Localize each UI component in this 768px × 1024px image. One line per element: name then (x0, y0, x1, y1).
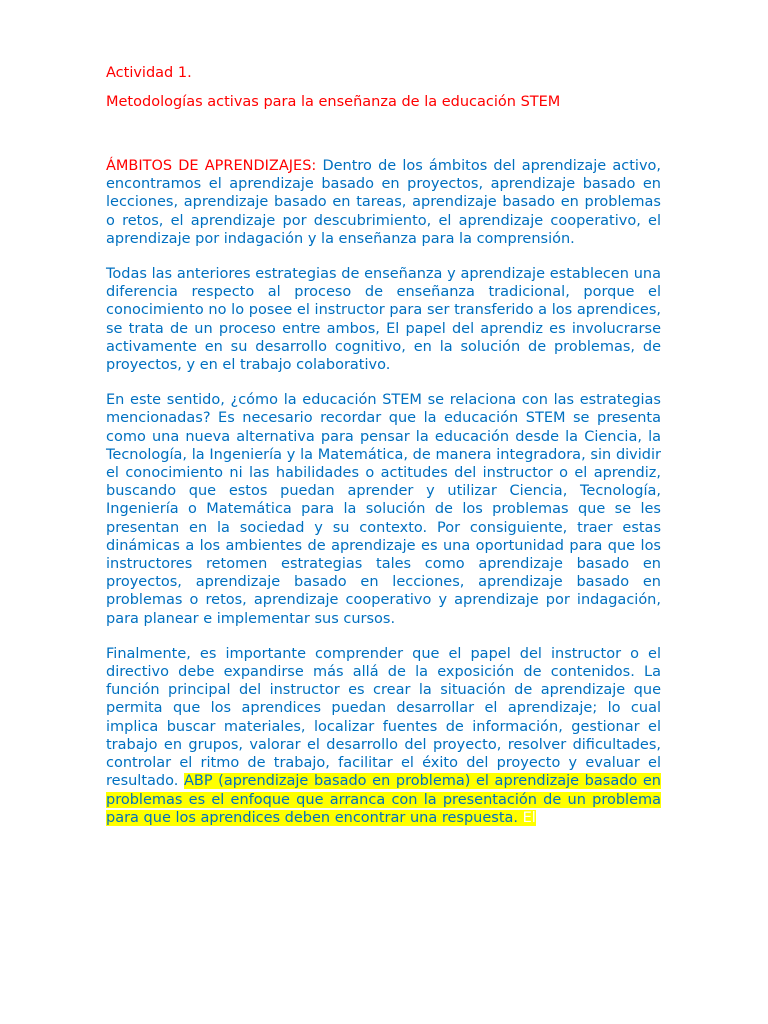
paragraph-ambitos (106, 157, 661, 248)
activity-title: Actividad 1. (106, 65, 192, 81)
paragraph-ambitos-body: Dentro de los ámbitos del aprendizaje activo, encontramos el aprendizaje basado en proyectos, aprendizaje basado en lecciones, aprendizaje basado en tareas, aprendizaje basado en problemas o retos, el aprendizaje por descubrimiento, el aprendizaje cooperativo, el aprendizaje por indagación y la enseñanza para la comprensión. (106, 158, 662, 247)
paragraph-stem: En este sentido, ¿cómo la educación STEM se relaciona con las estrategias mencionadas? Es necesario recordar que la educación STEM se presenta como una nueva alternativa para pensar la educación desde la Ciencia, la Tecnología, la Ingeniería y la Matemática, de manera integradora, sin dividir el conocimiento ni las habilidades o actitudes del instructor o el aprendiz, buscando que estos puedan aprender y utilizar Ciencia, Tecnología, Ingeniería o Matemática para la solución de los problemas que se les presentan en la sociedad y su contexto. Por consiguiente, traer estas dinámicas a los ambientes de aprendizaje es una oportunidad para que los instructores retomen estrategias tales como aprendizaje basado en proyectos, aprendizaje basado en lecciones, aprendizaje basado en problemas o retos, aprendizaje cooperativo y aprendizaje por indagación, para planear e implementar sus cursos. (106, 392, 661, 627)
paragraph-estrategias: Todas las anteriores estrategias de enseñanza y aprendizaje establecen una diferencia respecto al proceso de enseñanza tradicional, porque el conocimiento no lo posee el instructor para ser transferido a los aprendices, se trata de un proceso entre ambos, El papel del aprendiz es involucrarse activamente en su desarrollo cognitivo, en la solución de problemas, de proyectos, y en el trabajo colaborativo. (106, 266, 661, 374)
section-heading-colon: : (311, 158, 317, 174)
highlighted-abp-text: ABP (aprendizaje basado en problema) el aprendizaje basado en problemas es el enfoque que arranca con la presentación de un problema para que los aprendices deben encontrar una respuesta. (106, 773, 662, 826)
document-page (106, 60, 661, 827)
highlighted-tail-text: El (518, 809, 536, 826)
paragraph-finalmente-body: Finalmente, es importante comprender que el papel del instructor o el directivo debe expandirse más allá de la exposición de contenidos. La función principal del instructor es crear la situación de aprendizaje que permita que los aprendices puedan desarrollar el aprendizaje; lo cual implica buscar materiales, localizar fuentes de información, gestionar el trabajo en grupos, valorar el desarrollo del proyecto, resolver dificultades, controlar el ritmo de trabajo, facilitar el éxito del proyecto y evaluar el resultado. (106, 645, 661, 790)
document-subtitle: Metodologías activas para la enseñanza de la educación STEM (106, 94, 561, 110)
section-heading: ÁMBITOS DE APRENDIZAJES (106, 158, 312, 174)
paragraph-finalmente (106, 645, 661, 827)
